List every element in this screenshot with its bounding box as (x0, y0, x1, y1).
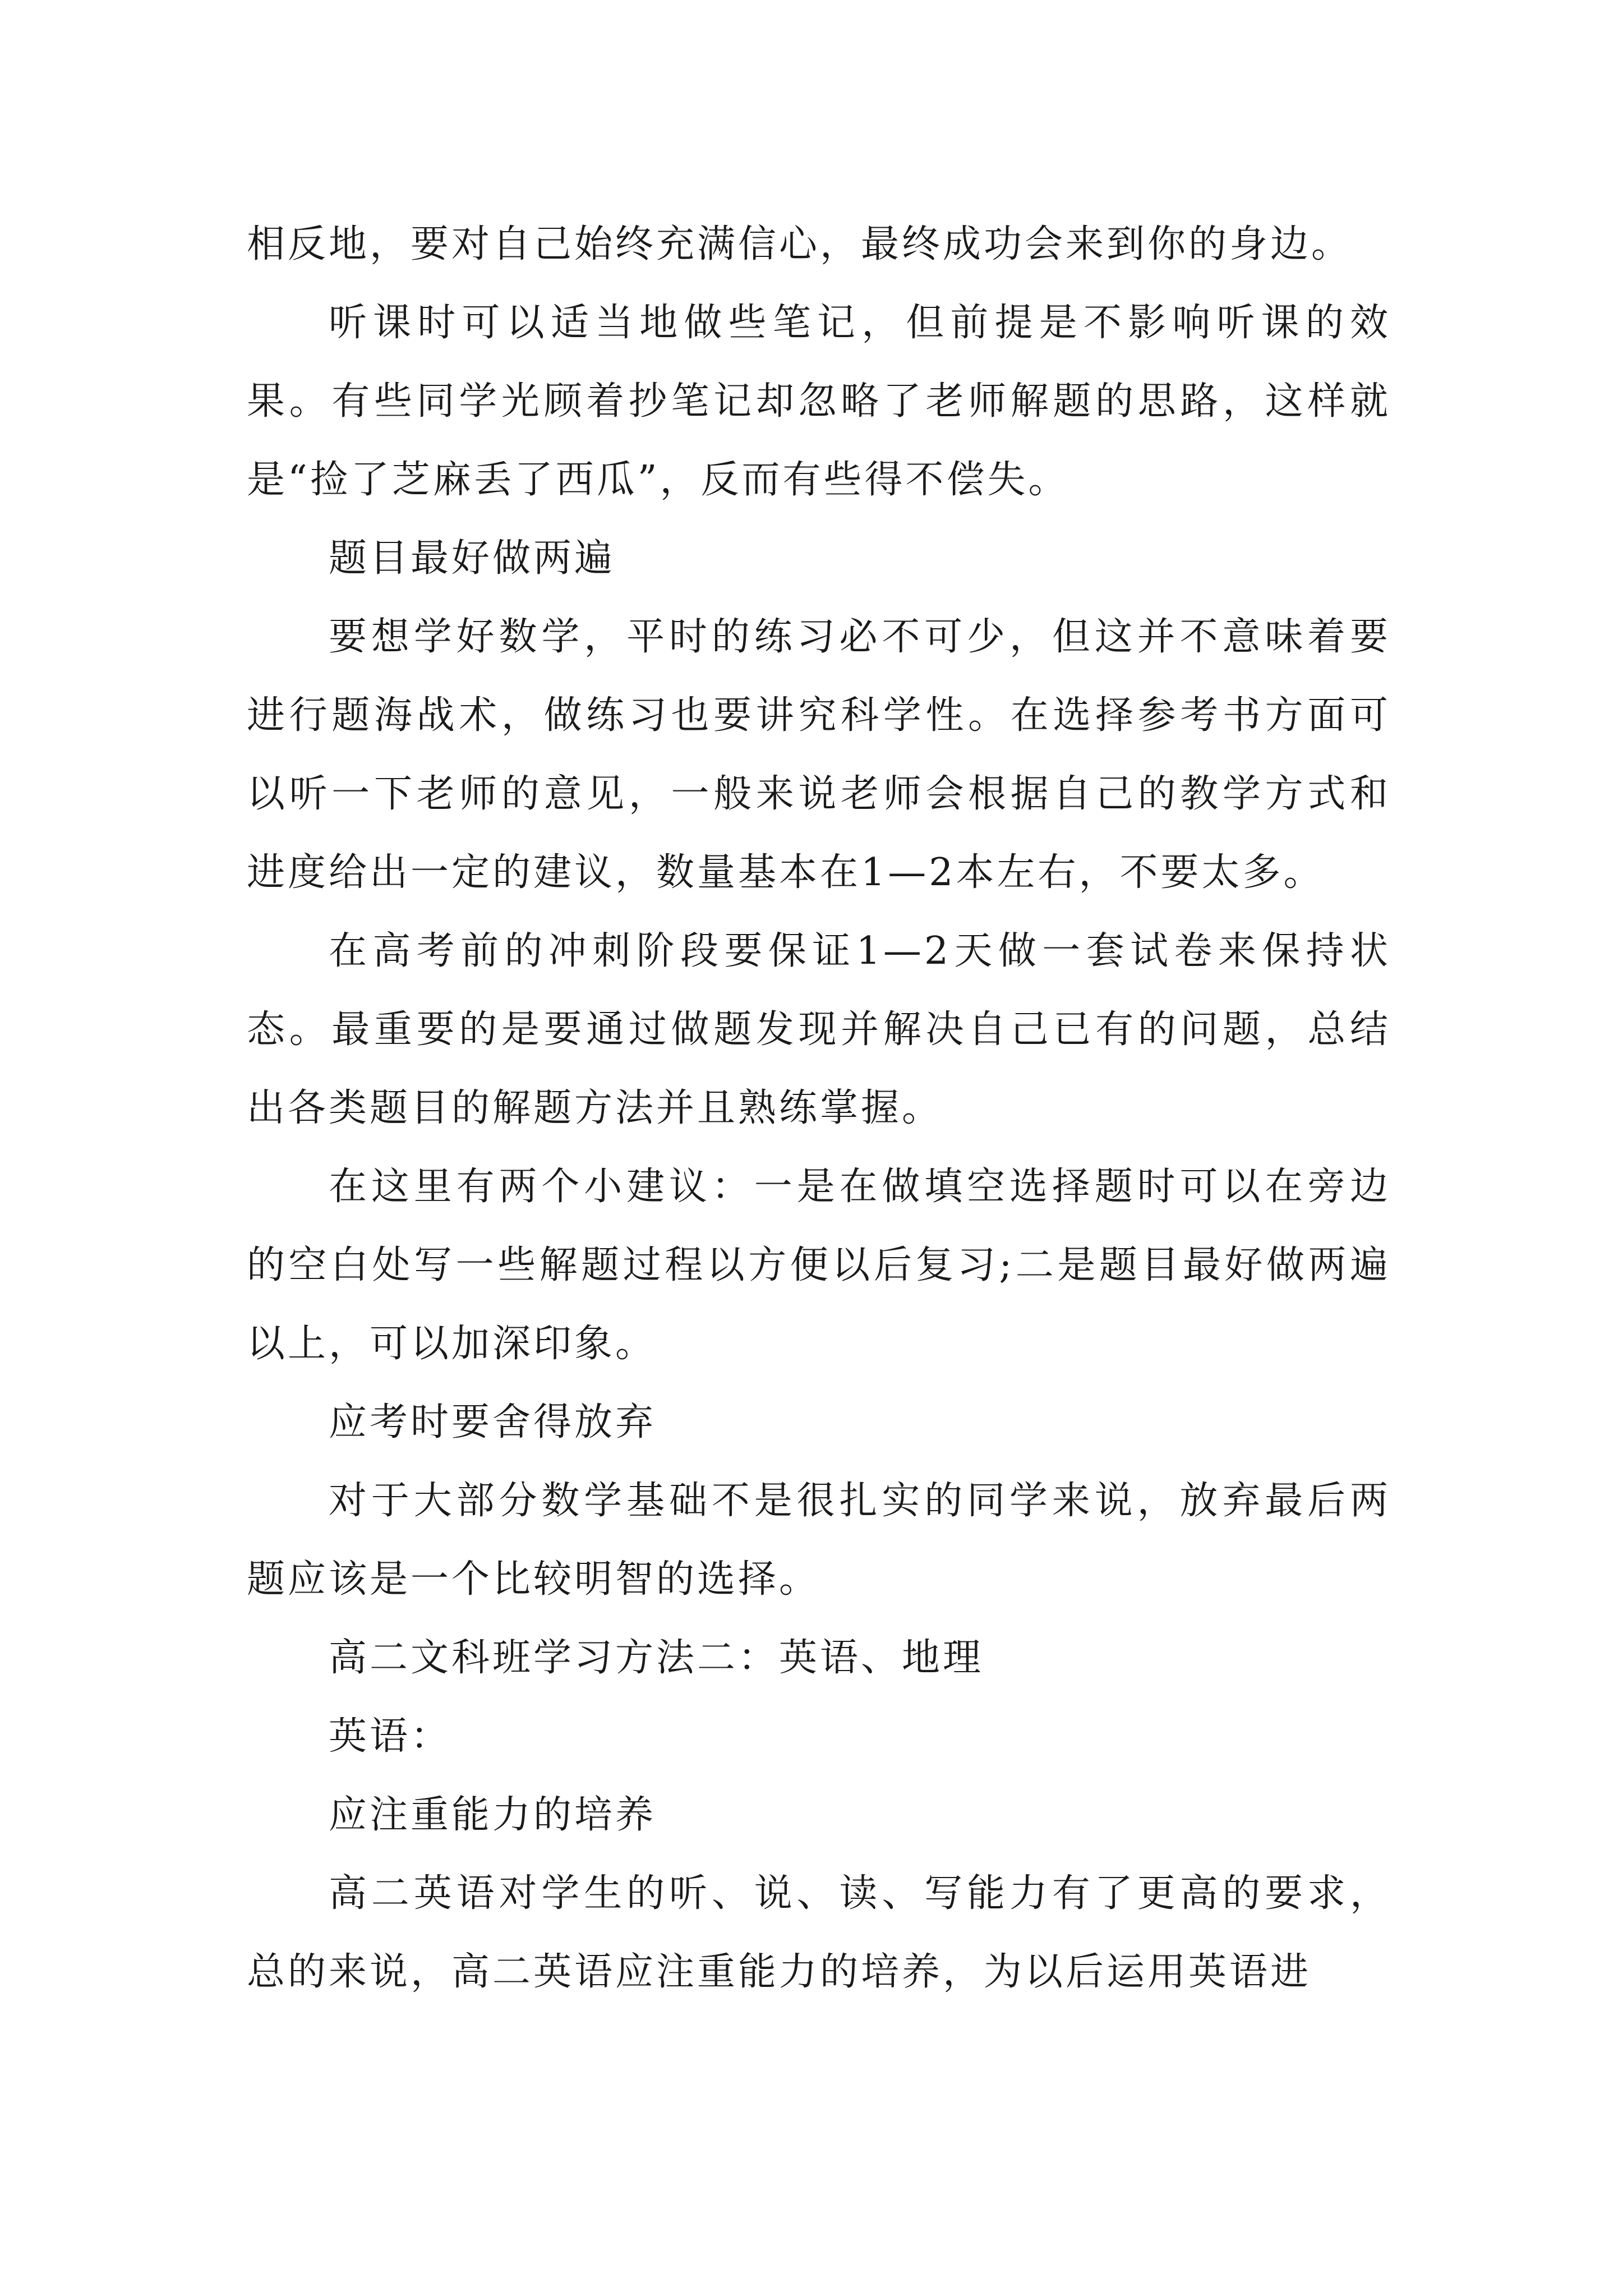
paragraph: 听课时可以适当地做些笔记，但前提是不影响听课的效果。有些同学光顾着抄笔记却忽略了老师解题的思路，这样就是“捡了芝麻丢了西瓜”，反而有些得不偿失。 (247, 301, 1391, 502)
paragraph: 对于大部分数学基础不是很扎实的同学来说，放弃最后两题应该是一个比较明智的选择。 (247, 1479, 1391, 1602)
section-heading: 高二文科班学习方法二：英语、地理 (329, 1636, 984, 1680)
section-heading: 题目最好做两遍 (329, 536, 616, 581)
section-heading: 应注重能力的培养 (329, 1793, 657, 1837)
paragraph: 在这里有两个小建议：一是在做填空选择题时可以在旁边的空白处写一些解题过程以方便以后复习;二是题目最好做两遍以上，可以加深印象。 (247, 1165, 1391, 1366)
paragraph: 在高考前的冲刺阶段要保证1—2天做一套试卷来保持状态。最重要的是要通过做题发现并解决自己已有的问题，总结出各类题目的解题方法并且熟练掌握。 (247, 929, 1391, 1130)
section-heading: 应考时要舍得放弃 (329, 1400, 657, 1444)
subsection-label: 英语： (329, 1714, 452, 1759)
paragraph: 要想学好数学，平时的练习必不可少，但这并不意味着要进行题海战术，做练习也要讲究科学性。在选择参考书方面可以听一下老师的意见，一般来说老师会根据自己的教学方式和进度给出一定的建议，数量基本在1—2本左右，不要太多。 (247, 615, 1391, 895)
document-body (247, 205, 1391, 2012)
paragraph: 相反地，要对自己始终充满信心，最终成功会来到你的身边。 (247, 222, 1353, 266)
paragraph: 高二英语对学生的听、说、读、写能力有了更高的要求，总的来说，高二英语应注重能力的培养，为以后运用英语进 (247, 1871, 1391, 1994)
